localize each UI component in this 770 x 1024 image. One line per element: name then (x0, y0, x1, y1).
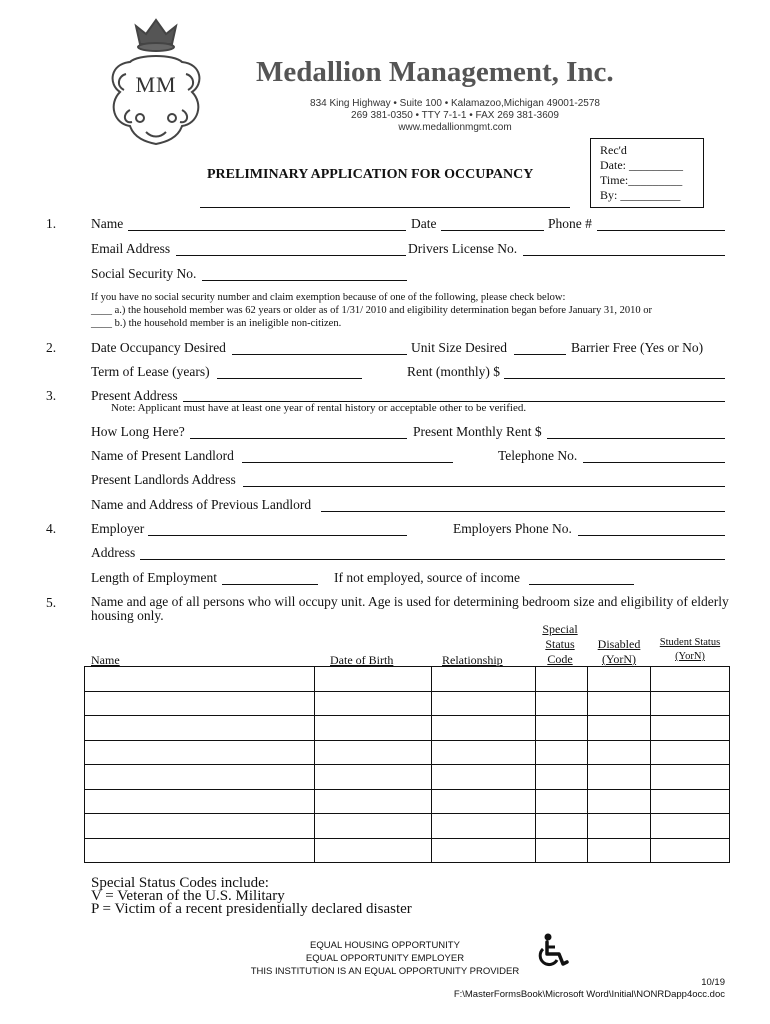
monthly-rent-label: Present Monthly Rent $ (413, 424, 542, 439)
table-cell[interactable] (315, 765, 432, 790)
table-cell[interactable] (85, 838, 315, 863)
col-student-status (650, 636, 730, 664)
employer-address-field[interactable] (140, 559, 725, 560)
section-number-3: 3. (46, 388, 57, 403)
table-cell[interactable] (588, 838, 651, 863)
table-cell[interactable] (588, 789, 651, 814)
section-number-2: 2. (46, 340, 57, 355)
col-relationship: Relationship (442, 653, 503, 667)
col-disabled-line2: (YorN) (601, 652, 637, 666)
table-cell[interactable] (85, 691, 315, 716)
name-field[interactable] (128, 230, 406, 231)
table-cell[interactable] (536, 814, 588, 839)
ssn-exemption-a[interactable]: ____ a.) the household member was 62 years or older as of 1/31/ 2010 and eligibility determination began before January 31, 2010 or (91, 305, 653, 316)
household-members-table (84, 666, 730, 863)
employer-phone-field[interactable] (578, 535, 725, 536)
table-cell[interactable] (432, 740, 536, 765)
received-box (590, 138, 704, 208)
date-occupancy-field[interactable] (232, 354, 407, 355)
table-cell[interactable] (432, 789, 536, 814)
section-number-5: 5. (46, 595, 57, 610)
table-cell[interactable] (432, 667, 536, 692)
logo-monogram: MM (135, 72, 177, 97)
table-row (85, 716, 730, 741)
table-cell[interactable] (536, 667, 588, 692)
table-cell[interactable] (85, 667, 315, 692)
table-cell[interactable] (85, 716, 315, 741)
table-cell[interactable] (651, 740, 730, 765)
table-row (85, 838, 730, 863)
term-of-lease-field[interactable] (217, 378, 362, 379)
table-row (85, 765, 730, 790)
rental-history-note: Note: Applicant must have at least one year of rental history or acceptable other to be verified. (111, 402, 527, 414)
title-underline (200, 207, 570, 208)
name-label: Name (91, 216, 124, 231)
monthly-rent-field[interactable] (547, 438, 725, 439)
code-p: P = Victim of a recent presidentially declared disaster (91, 901, 412, 917)
footer-line-1: EQUAL HOUSING OPPORTUNITY (310, 940, 460, 951)
section-number-4: 4. (46, 521, 57, 536)
table-cell[interactable] (651, 789, 730, 814)
table-cell[interactable] (315, 716, 432, 741)
company-name: Medallion Management, Inc. (256, 56, 614, 88)
landlord-address-label: Present Landlords Address (91, 472, 236, 487)
code-v: V = Veteran of the U.S. Military (91, 888, 285, 904)
unit-size-label: Unit Size Desired (411, 340, 507, 355)
col-date-of-birth: Date of Birth (330, 653, 394, 667)
company-logo (100, 14, 212, 154)
table-cell[interactable] (315, 667, 432, 692)
company-website: www.medallionmgmt.com (398, 122, 512, 133)
table-cell[interactable] (432, 765, 536, 790)
section-number-1: 1. (46, 216, 57, 231)
company-phone: 269 381-0350 • TTY 7-1-1 • FAX 269 381-3609 (351, 110, 559, 121)
table-row (85, 740, 730, 765)
table-cell[interactable] (588, 765, 651, 790)
table-cell[interactable] (536, 789, 588, 814)
table-cell[interactable] (85, 789, 315, 814)
ssn-label: Social Security No. (91, 266, 197, 281)
ssn-exemption-b[interactable]: ____ b.) the household member is an ineligible non-citizen. (91, 318, 342, 329)
barrier-free-label[interactable]: Barrier Free (Yes or No) (571, 340, 704, 355)
table-cell[interactable] (315, 740, 432, 765)
footer-line-3: THIS INSTITUTION IS AN EQUAL OPPORTUNITY PROVIDER (250, 966, 520, 977)
table-cell[interactable] (432, 691, 536, 716)
length-employment-field[interactable] (222, 584, 318, 585)
table-cell[interactable] (536, 765, 588, 790)
received-by: By: __________ (600, 188, 681, 202)
table-cell[interactable] (315, 691, 432, 716)
table-cell[interactable] (651, 716, 730, 741)
received-heading: Rec'd (600, 143, 627, 157)
company-address: 834 King Highway • Suite 100 • Kalamazoo,Michigan 49001-2578 (310, 98, 600, 109)
phone-field[interactable] (597, 230, 725, 231)
table-row (85, 789, 730, 814)
table-cell[interactable] (432, 716, 536, 741)
col-special-line2: Status (545, 637, 575, 651)
table-cell[interactable] (536, 716, 588, 741)
table-cell[interactable] (651, 667, 730, 692)
landlord-name-field[interactable] (242, 462, 453, 463)
ssn-field[interactable] (202, 280, 407, 281)
household-members-instructions: Name and age of all persons who will occupy unit. Age is used for determining bedroom size and eligibility of elderly housing only. (91, 594, 729, 623)
previous-landlord-field[interactable] (321, 511, 725, 512)
table-cell[interactable] (432, 814, 536, 839)
landlord-telephone-field[interactable] (583, 462, 725, 463)
col-special-line1: Special (542, 622, 578, 636)
table-cell[interactable] (315, 838, 432, 863)
table-row (85, 814, 730, 839)
how-long-field[interactable] (190, 438, 407, 439)
table-cell[interactable] (588, 667, 651, 692)
unit-size-field[interactable] (514, 354, 566, 355)
equal-opportunity-statement (230, 939, 540, 978)
table-cell[interactable] (588, 814, 651, 839)
rent-field[interactable] (504, 378, 725, 379)
drivers-license-label: Drivers License No. (408, 241, 518, 256)
date-label: Date (411, 216, 437, 231)
table-row (85, 667, 730, 692)
table-cell[interactable] (588, 691, 651, 716)
col-special-line3: Code (547, 652, 573, 666)
table-row (85, 691, 730, 716)
date-occupancy-label: Date Occupancy Desired (91, 340, 226, 355)
income-source-field[interactable] (529, 584, 634, 585)
not-employed-label: If not employed, source of income (334, 570, 520, 585)
table-cell[interactable] (85, 814, 315, 839)
table-cell[interactable] (651, 814, 730, 839)
landlord-telephone-label: Telephone No. (498, 448, 578, 463)
file-path: F:\MasterFormsBook\Microsoft Word\Initial\NONRDapp4occ.doc (453, 989, 725, 1000)
ssn-exemption-intro: If you have no social security number and claim exemption because of one of the following, please check below: (91, 292, 566, 303)
table-cell[interactable] (651, 838, 730, 863)
how-long-label: How Long Here? (91, 424, 185, 439)
length-employment-label: Length of Employment (91, 570, 217, 585)
phone-label: Phone # (548, 216, 592, 231)
table-cell[interactable] (315, 814, 432, 839)
employer-phone-label: Employers Phone No. (453, 521, 572, 536)
email-label: Email Address (91, 241, 171, 256)
table-cell[interactable] (536, 740, 588, 765)
landlord-name-label: Name of Present Landlord (91, 448, 234, 463)
special-status-codes (91, 877, 412, 916)
table-cell[interactable] (315, 789, 432, 814)
received-time: Time:_________ (600, 173, 683, 187)
employer-field[interactable] (148, 535, 407, 536)
table-cell[interactable] (536, 838, 588, 863)
rent-label: Rent (monthly) $ (407, 364, 500, 379)
table-cell[interactable] (536, 691, 588, 716)
term-of-lease-label: Term of Lease (years) (91, 364, 210, 379)
table-cell[interactable] (588, 740, 651, 765)
table-cell[interactable] (85, 740, 315, 765)
form-title: PRELIMINARY APPLICATION FOR OCCUPANCY (207, 167, 534, 182)
employer-address-label: Address (91, 545, 136, 560)
wheelchair-icon (534, 932, 572, 970)
table-cell[interactable] (432, 838, 536, 863)
employer-label: Employer (91, 521, 145, 536)
col-special-status-code (533, 622, 587, 667)
previous-landlord-label: Name and Address of Previous Landlord (91, 497, 312, 512)
received-date: Date: _________ (600, 158, 683, 172)
col-disabled-line1: Disabled (597, 637, 641, 651)
date-field[interactable] (441, 230, 544, 231)
col-student-line1: Student Status (659, 637, 721, 648)
present-address-label: Present Address (91, 388, 178, 403)
drivers-license-field[interactable] (523, 255, 725, 256)
col-disabled (589, 637, 649, 667)
col-student-line2: (YorN) (675, 651, 705, 662)
table-cell[interactable] (588, 716, 651, 741)
revision-date: 10/19 (701, 977, 725, 988)
codes-heading: Special Status Codes include: (91, 875, 269, 891)
email-field[interactable] (176, 255, 406, 256)
landlord-address-field[interactable] (243, 486, 725, 487)
col-name: Name (91, 653, 120, 667)
table-cell[interactable] (651, 691, 730, 716)
table-cell[interactable] (85, 765, 315, 790)
footer-line-2: EQUAL OPPORTUNITY EMPLOYER (305, 953, 465, 964)
table-cell[interactable] (651, 765, 730, 790)
